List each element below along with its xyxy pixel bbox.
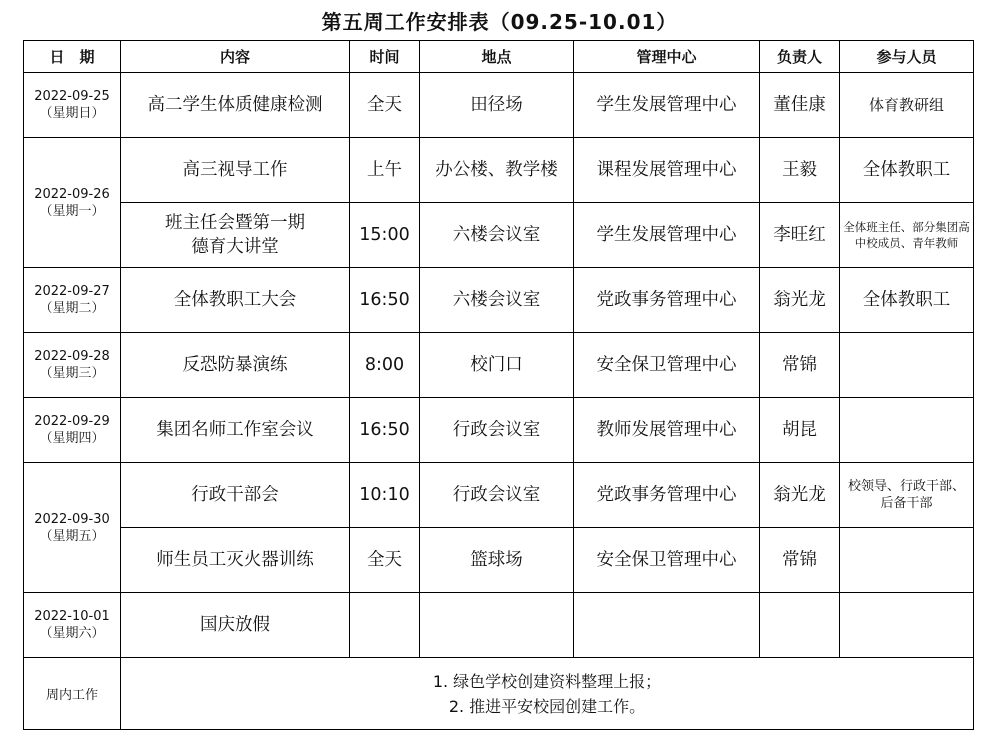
center-cell: 安全保卫管理中心 <box>574 333 760 398</box>
participants-cell <box>840 593 974 658</box>
content-cell: 高三视导工作 <box>121 138 350 203</box>
date-text: 2022-09-29 <box>34 414 110 429</box>
date-cell <box>24 138 121 268</box>
center-cell: 安全保卫管理中心 <box>574 528 760 593</box>
time-cell: 16:50 <box>350 268 420 333</box>
date-cell <box>24 333 121 398</box>
week-work-row <box>24 658 974 730</box>
participants-cell <box>840 528 974 593</box>
table-row <box>24 203 974 268</box>
time-cell: 16:50 <box>350 398 420 463</box>
time-cell: 10:10 <box>350 463 420 528</box>
content-cell: 集团名师工作室会议 <box>121 398 350 463</box>
center-cell <box>574 593 760 658</box>
weekday-text: （星期一） <box>39 203 105 219</box>
week-work-list <box>121 658 974 730</box>
place-cell: 行政会议室 <box>420 463 574 528</box>
weekday-text: （星期二） <box>39 301 105 316</box>
time-cell: 全天 <box>350 73 420 138</box>
header-place: 地点 <box>420 41 574 73</box>
content-cell <box>121 203 350 268</box>
participants-cell: 体育教研组 <box>840 73 974 138</box>
time-cell: 8:00 <box>350 333 420 398</box>
center-cell: 教师发展管理中心 <box>574 398 760 463</box>
place-cell: 办公楼、教学楼 <box>420 138 574 203</box>
participants-cell: 校领导、行政干部、后备干部 <box>840 463 974 528</box>
table-row <box>24 138 974 203</box>
center-cell: 学生发展管理中心 <box>574 203 760 268</box>
weekday-text: （星期三） <box>39 366 105 381</box>
place-cell: 六楼会议室 <box>420 268 574 333</box>
table-row <box>24 463 974 528</box>
owner-cell <box>760 593 840 658</box>
week-work-label: 周内工作 <box>24 658 121 730</box>
week-work-item: 1. 绿色学校创建资料整理上报； <box>432 671 662 691</box>
header-center: 管理中心 <box>574 41 760 73</box>
date-cell <box>24 73 121 138</box>
time-cell: 全天 <box>350 528 420 593</box>
date-cell <box>24 268 121 333</box>
date-text: 2022-09-30 <box>34 511 110 527</box>
owner-cell: 董佳康 <box>760 73 840 138</box>
schedule-table <box>23 40 974 730</box>
place-cell: 行政会议室 <box>420 398 574 463</box>
owner-cell: 李旺红 <box>760 203 840 268</box>
content-line: 德育大讲堂 <box>191 237 279 257</box>
owner-cell: 翁光龙 <box>760 463 840 528</box>
weekday-text: （星期四） <box>39 431 105 446</box>
time-cell: 上午 <box>350 138 420 203</box>
table-row <box>24 528 974 593</box>
center-cell: 学生发展管理中心 <box>574 73 760 138</box>
table-row <box>24 333 974 398</box>
date-cell <box>24 463 121 593</box>
participants-cell: 全体教职工 <box>840 268 974 333</box>
owner-cell: 王毅 <box>760 138 840 203</box>
week-work-item: 2. 推进平安校园创建工作。 <box>448 696 646 716</box>
place-cell: 校门口 <box>420 333 574 398</box>
date-cell <box>24 398 121 463</box>
time-cell <box>350 593 420 658</box>
participants-cell <box>840 398 974 463</box>
content-cell: 全体教职工大会 <box>121 268 350 333</box>
participants-cell: 全体班主任、部分集团高中校成员、青年教师 <box>840 203 974 268</box>
header-date: 日 期 <box>24 41 121 73</box>
header-row <box>24 41 974 73</box>
weekday-text: （星期日） <box>39 106 105 121</box>
date-cell <box>24 593 121 658</box>
center-cell: 党政事务管理中心 <box>574 463 760 528</box>
table-row <box>24 593 974 658</box>
place-cell <box>420 593 574 658</box>
table-row <box>24 268 974 333</box>
participants-cell <box>840 333 974 398</box>
header-time: 时间 <box>350 41 420 73</box>
content-cell: 高二学生体质健康检测 <box>121 73 350 138</box>
owner-cell: 常锦 <box>760 333 840 398</box>
content-cell: 国庆放假 <box>121 593 350 658</box>
header-participants: 参与人员 <box>840 41 974 73</box>
place-cell: 田径场 <box>420 73 574 138</box>
date-text: 2022-09-28 <box>34 349 110 364</box>
weekday-text: （星期六） <box>39 626 105 641</box>
center-cell: 课程发展管理中心 <box>574 138 760 203</box>
center-cell: 党政事务管理中心 <box>574 268 760 333</box>
date-text: 2022-09-25 <box>34 89 110 104</box>
table-row <box>24 398 974 463</box>
content-cell: 反恐防暴演练 <box>121 333 350 398</box>
content-cell: 师生员工灭火器训练 <box>121 528 350 593</box>
header-owner: 负责人 <box>760 41 840 73</box>
table-row <box>24 73 974 138</box>
date-text: 2022-09-27 <box>34 284 110 299</box>
content-cell: 行政干部会 <box>121 463 350 528</box>
participants-cell: 全体教职工 <box>840 138 974 203</box>
place-cell: 篮球场 <box>420 528 574 593</box>
place-cell: 六楼会议室 <box>420 203 574 268</box>
page-title: 第五周工作安排表（09.25-10.01） <box>321 10 678 34</box>
owner-cell: 常锦 <box>760 528 840 593</box>
content-line: 班主任会暨第一期 <box>165 213 305 233</box>
weekday-text: （星期五） <box>39 528 105 544</box>
owner-cell: 胡昆 <box>760 398 840 463</box>
header-content: 内容 <box>121 41 350 73</box>
date-text: 2022-09-26 <box>34 186 110 202</box>
time-cell: 15:00 <box>350 203 420 268</box>
owner-cell: 翁光龙 <box>760 268 840 333</box>
date-text: 2022-10-01 <box>34 609 110 624</box>
